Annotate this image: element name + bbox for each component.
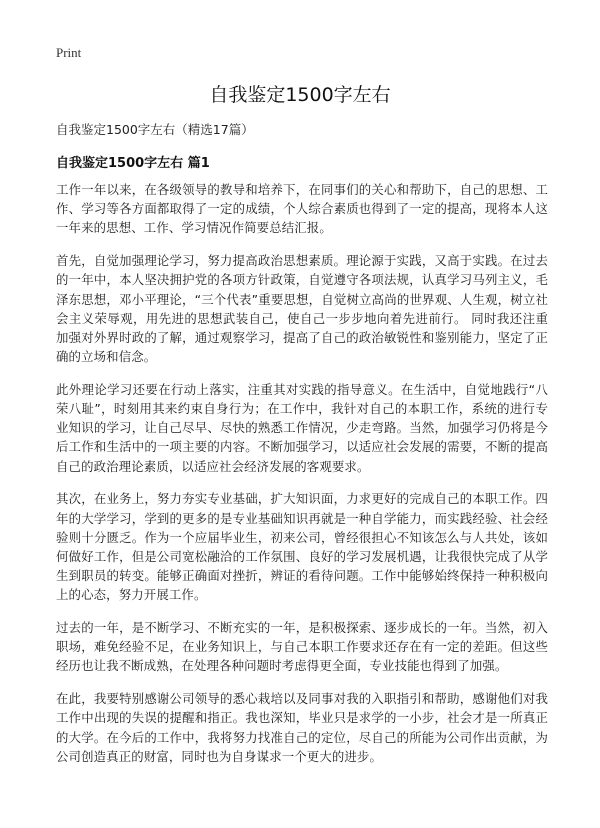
paragraph-5: 过去的一年，是不断学习、不断充实的一年，是积极探索、逐步成长的一年。当然，初入职场，难免经验不足，在业务知识上，与自己本职工作要求还存在有一定的差距。但这些经历也让我不断成熟，在处理各种问题时考虑得更全面，专业技能也得到了加强。 bbox=[56, 620, 548, 674]
paragraph-2: 首先，自觉加强理论学习，努力提高政治思想素质。理论源于实践，又高于实践。在过去的一年中，本人坚决拥护党的各项方针政策，自觉遵守各项法规，认真学习马列主义，毛泽东思想，邓小平理论，“三个代表”重要思想，自觉树立高尚的世界观、人生观，树立社会主义荣辱观，用先进的思想武装自己，使自己一步步地向着先进前行。 同时我还注重加强对外界时政的了解，通过观察学习，提高了自己的政治敏锐性和鉴别能力，坚定了正确的立场和信念。 bbox=[56, 253, 548, 365]
document-body bbox=[56, 180, 548, 779]
print-link[interactable]: Print bbox=[56, 45, 82, 60]
paragraph-1: 工作一年以来，在各级领导的教导和培养下，在同事们的关心和帮助下，自己的思想、工作、学习等各方面都取得了一定的成绩，个人综合素质也得到了一定的提高，现将本人这一年来的思想、工作、学习情况作简要总结汇报。 bbox=[56, 182, 548, 236]
paragraph-4: 其次，在业务上，努力夯实专业基础，扩大知识面，力求更好的完成自己的本职工作。四年的大学学习，学到的更多的是专业基础知识再就是一种自学能力，而实践经验、社会经验则十分匮乏。作为一个应届毕业生，初来公司，曾经很担心不知该怎么与人共处，该如何做好工作，但是公司宽松融洽的工作氛围、良好的学习发展机遇，让我很快完成了从学生到职员的转变。能够正确面对挫折，辨证的看待问题。工作中能够始终保持一种积极向上的心态，努力开展工作。 bbox=[56, 491, 548, 603]
paragraph-3: 此外理论学习还要在行动上落实，注重其对实践的指导意义。在生活中，自觉地践行“八荣八耻”，时刻用其来约束自身行为；在工作中，我针对自己的本职工作，系统的进行专业知识的学习，让自己尽早、尽快的熟悉工作情况，少走弯路。当然，加强学习仍将是今后工作和生活中的一项主要的内容。不断加强学习，以适应社会发展的需要，不断的提高自己的政治理论素质，以适应社会经济发展的客观要求。 bbox=[56, 381, 548, 474]
document-subtitle: 自我鉴定1500字左右（精选17篇） bbox=[56, 122, 254, 137]
page-title: 自我鉴定1500字左右 bbox=[209, 84, 391, 106]
section-heading: 自我鉴定1500字左右 篇1 bbox=[56, 156, 210, 171]
paragraph-6: 在此，我要特别感谢公司领导的悉心栽培以及同事对我的入职指引和帮助，感谢他们对我工作中出现的失误的提醒和指正。我也深知，毕业只是求学的一小步，社会才是一所真正的大学。在今后的工作中，我将努力找准自己的定位，尽自己的所能为公司作出贡献，为公司创造真正的财富，同时也为自身谋求一个更大的进步。 bbox=[56, 691, 548, 764]
